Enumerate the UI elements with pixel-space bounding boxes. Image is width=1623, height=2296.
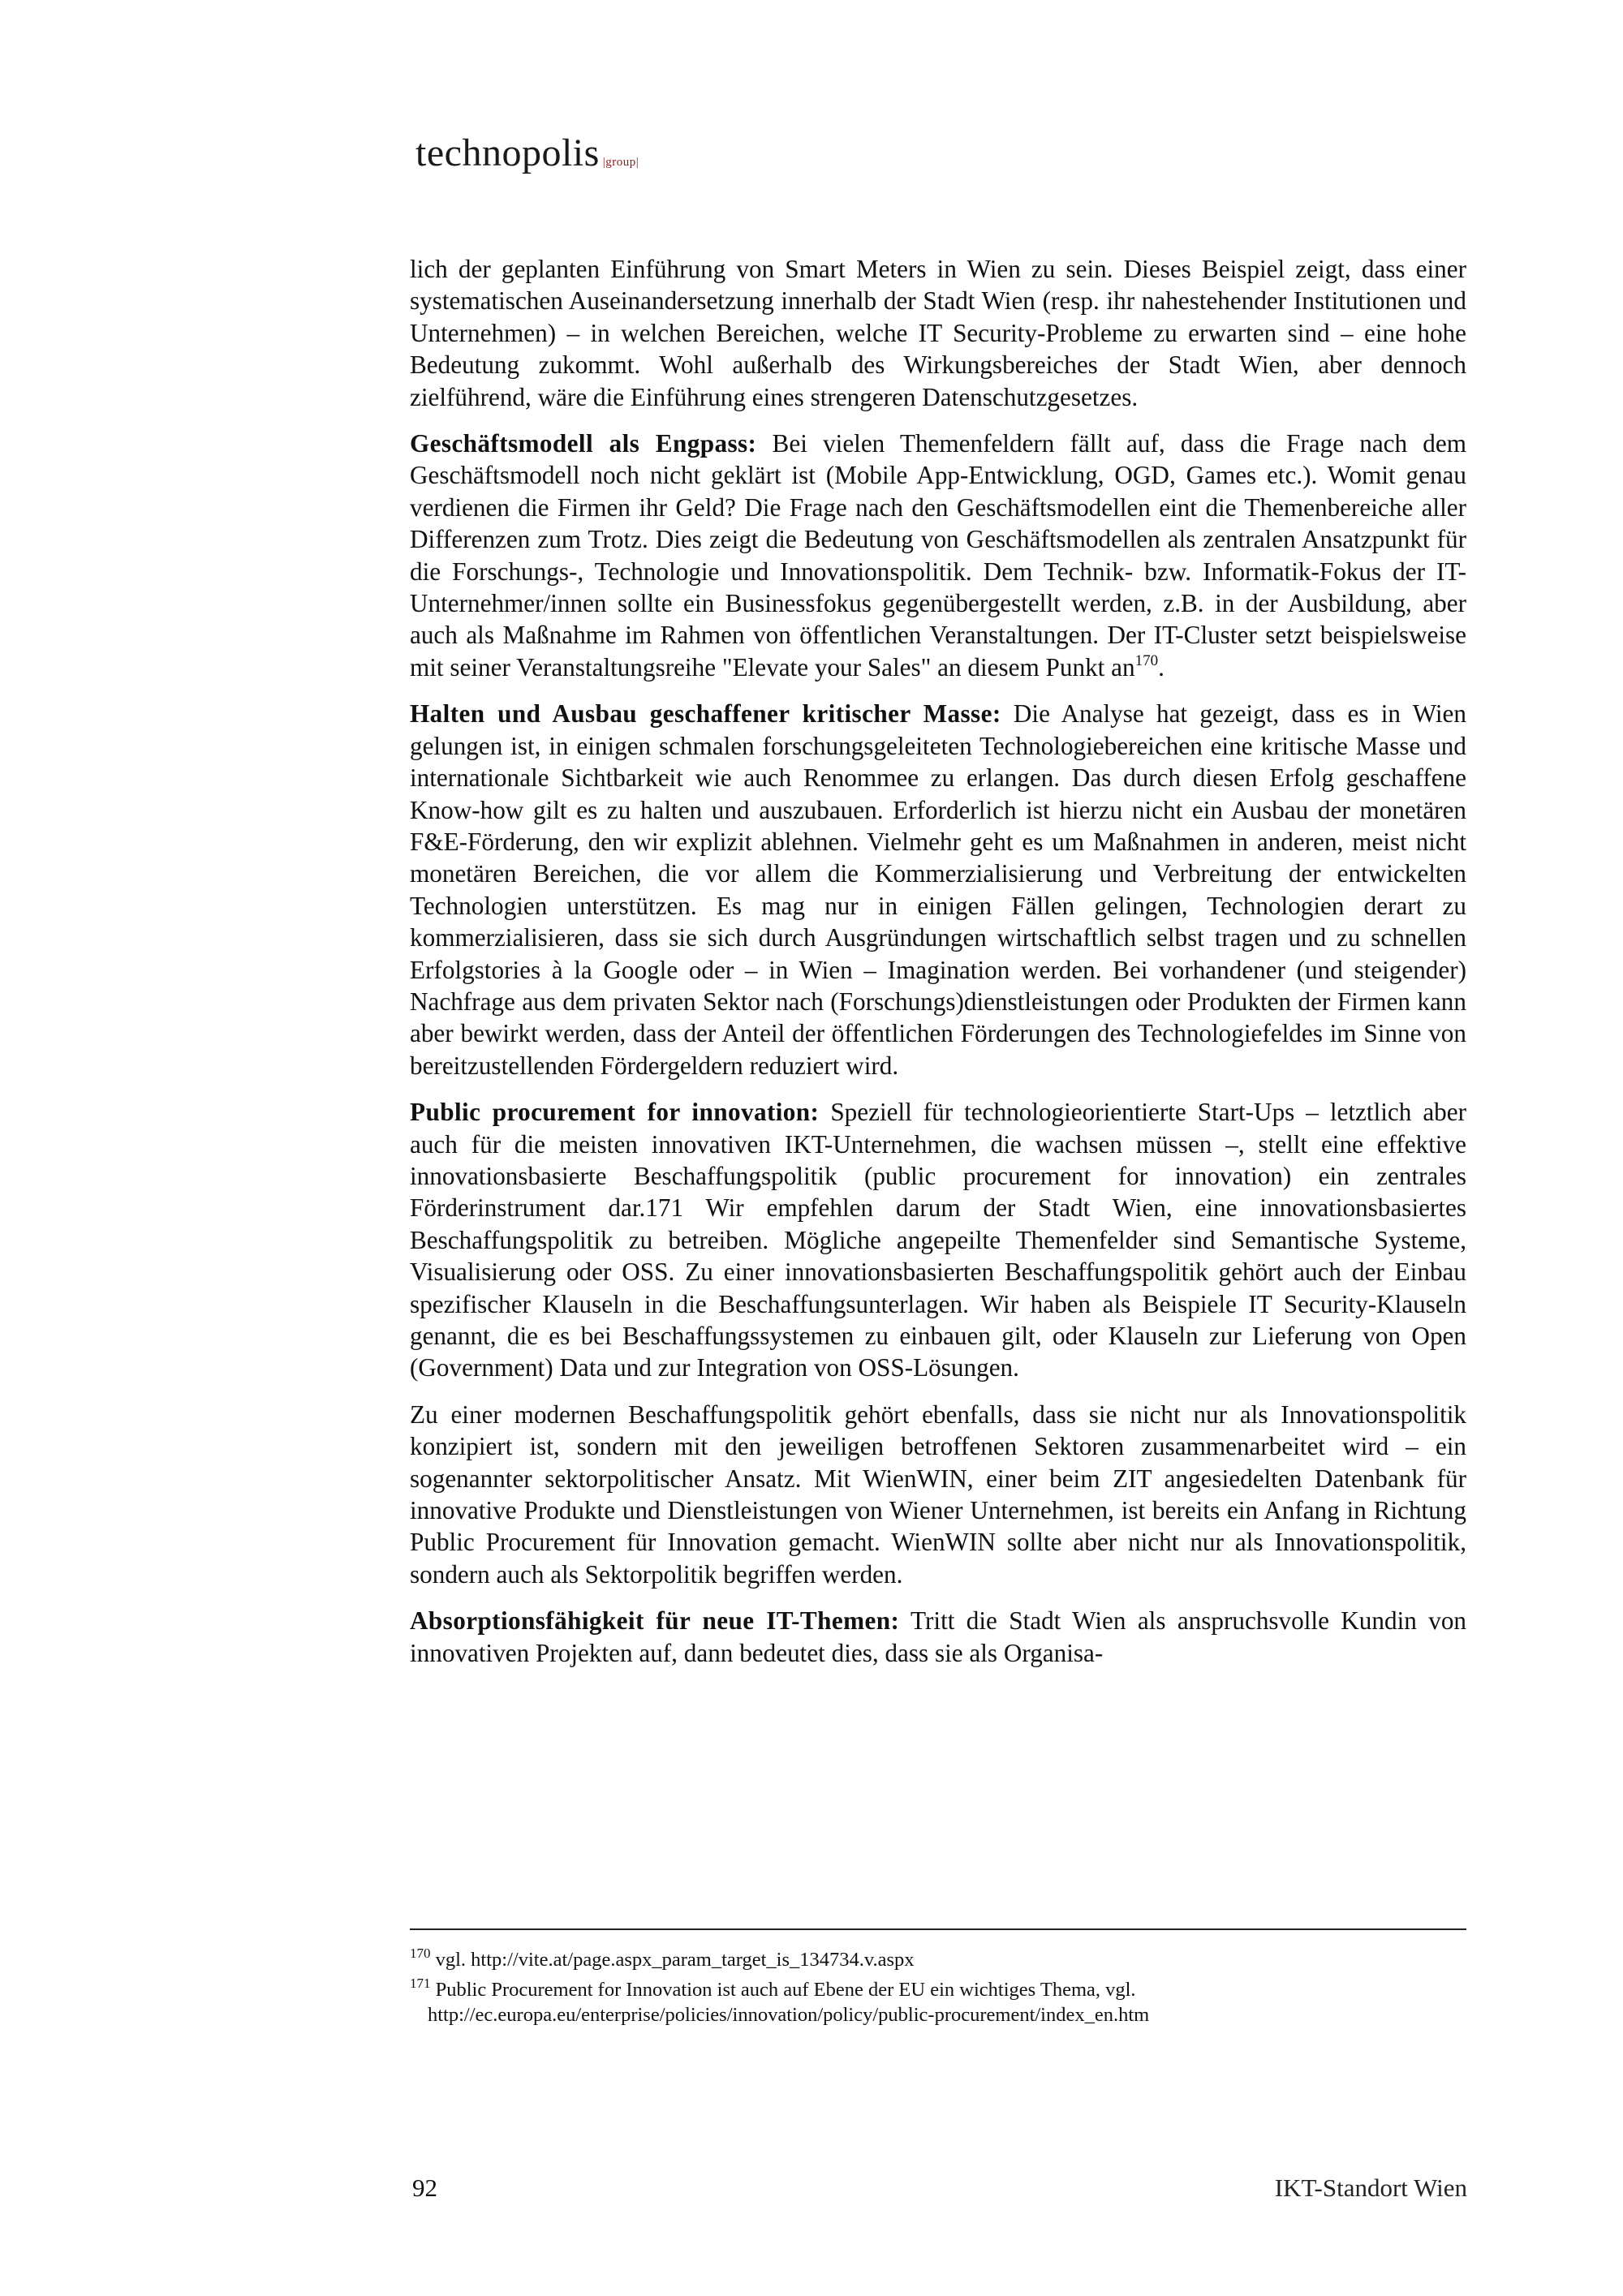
footnote-171	[410, 1977, 1466, 2027]
paragraph-heading: Geschäftsmodell als Engpass:	[410, 429, 757, 458]
running-footer-title: IKT-Standort Wien	[1274, 2173, 1467, 2202]
paragraph-text: Speziell für technologieorientierte Start-Ups – letztlich aber auch für die meisten innovativen IKT-Unternehmen, die wachsen müssen –, stellt eine effektive innovationsbasierte Beschaffungspolitik (public procurement for innovation) ein zentrales Förderinstrument dar.171 Wir empfehlen darum der Stadt Wien, eine innovationsbasiertes Beschaffungspolitik zu betreiben. Mögliche angepeilte Themenfelder sind Semantische Systeme, Visualisierung oder OSS. Zu einer innovationsbasierten Beschaffungspolitik gehört auch der Einbau spezifischer Klauseln in die Beschaffungsunterlagen. Wir haben als Beispiele IT Security-Klauseln genannt, die es bei Beschaffungssystemen zu einbauen gilt, oder Klauseln zur Lieferung von Open (Government) Data und zur Integration von OSS-Lösungen.	[410, 1098, 1466, 1382]
footnote-text: Public Procurement for Innovation ist auch auf Ebene der EU ein wichtiges Thema, vgl. http://ec.europa.eu/enterprise/policies/innovation/policy/public-procurement/index_en.htm	[428, 1979, 1150, 2026]
page-number: 92	[412, 2173, 437, 2202]
paragraph-text: lich der geplanten Einführung von Smart Meters in Wien zu sein. Dieses Beispiel zeigt, dass einer systematischen Auseinandersetzung innerhalb der Stadt Wien (resp. ihr nahestehender Institutionen und Unternehmen) – in welchen Bereichen, welche IT Security-Probleme zu erwarten sind – eine hohe Bedeutung zukommt. Wohl außerhalb des Wirkungsbereiches der Stadt Wien, aber dennoch zielführend, wäre die Einführung eines strengeren Datenschutzgesetzes.	[410, 255, 1466, 411]
technopolis-logo	[415, 131, 639, 174]
logo-group-suffix: |group|	[602, 156, 639, 169]
paragraph-tail: .	[1158, 652, 1165, 681]
footnote-number: 170	[410, 1946, 431, 1961]
paragraph-text: Bei vielen Themenfeldern fällt auf, dass die Frage nach dem Geschäftsmodell noch nicht geklärt ist (Mobile App-Entwicklung, OGD, Games etc.). Womit genau verdienen die Firmen ihr Geld? Die Frage nach den Geschäftsmodellen eint die Themenbereiche aller Differenzen zum Trotz. Dies zeigt die Bedeutung von Geschäftsmodellen als zentralen Ansatzpunkt für die Forschungs-, Technologie und Innovationspolitik. Dem Technik- bzw. Informatik-Fokus der IT-Unternehmer/innen sollte ein Businessfokus gegenübergestellt werden, z.B. in der Ausbildung, aber auch als Maßnahme im Rahmen von öffentlichen Veranstaltungen. Der IT-Cluster setzt beispielsweise mit seiner Veranstaltungsreihe "Elevate your Sales" an diesem Punkt an	[410, 429, 1467, 681]
paragraph-public-procurement	[410, 1096, 1466, 1384]
footnote-170	[410, 1947, 1466, 1972]
paragraph-heading: Public procurement for innovation:	[410, 1098, 820, 1127]
footnote-divider	[410, 1928, 1466, 1930]
paragraph-smart-meters	[410, 253, 1466, 413]
paragraph-absorptionsfaehigkeit	[410, 1605, 1466, 1669]
footnote-number: 171	[410, 1976, 431, 1991]
footnote-text: vgl. http://vite.at/page.aspx_param_target_is_134734.v.aspx	[430, 1949, 915, 1971]
footnote-ref-170: 170	[1134, 651, 1159, 669]
paragraph-text: Zu einer modernen Beschaffungspolitik gehört ebenfalls, dass sie nicht nur als Innovationspolitik konzipiert ist, sondern mit den jeweiligen betroffenen Sektoren zusammenarbeitet wird – ein sogenannter sektorpolitischer Ansatz. Mit WienWIN, einer beim ZIT angesiedelten Datenbank für innovative Produkte und Dienstleistungen von Wiener Unternehmen, ist bereits ein Anfang in Richtung Public Procurement für Innovation gemacht. WienWIN sollte aber nicht nur als Innovationspolitik, sondern auch als Sektorpolitik begriffen werden.	[410, 1400, 1466, 1589]
paragraph-kritische-masse	[410, 698, 1466, 1081]
paragraph-geschaeftsmodell	[410, 428, 1466, 683]
paragraph-beschaffungspolitik	[410, 1399, 1466, 1590]
body-text	[410, 253, 1466, 1683]
footnotes	[410, 1947, 1466, 2032]
paragraph-text: Tritt die Stadt Wien als anspruchsvolle Kundin von innovativen Projekten auf, dann bedeutet dies, dass sie als Organisa-	[410, 1606, 1467, 1667]
paragraph-heading: Absorptionsfähigkeit für neue IT-Themen:	[410, 1606, 900, 1636]
paragraph-text: Die Analyse hat gezeigt, dass es in Wien gelungen ist, in einigen schmalen forschungsgeleiteten Technologiebereichen eine kritische Masse und internationale Sichtbarkeit wie auch Renommee zu erlangen. Das durch diesen Erfolg geschaffene Know-how gilt es zu halten und auszubauen. Erforderlich ist hierzu nicht ein Ausbau der monetären F&E-Förderung, den wir explizit ablehnen. Vielmehr geht es um Maßnahmen in anderen, meist nicht monetären Bereichen, die vor allem die Kommerzialisierung und Verbreitung der entwickelten Technologien unterstützen. Es mag nur in einigen Fällen gelingen, Technologien derart zu kommerzialisieren, dass sie sich durch Ausgründungen wirtschaftlich selbst tragen und zu schnellen Erfolgstories à la Google oder – in Wien – Imagination werden. Bei vorhandener (und steigender) Nachfrage aus dem privaten Sektor nach (Forschungs)dienstleistungen oder Produkten der Firmen kann aber bewirkt werden, dass der Anteil der öffentlichen Förderungen des Technologiefeldes im Sinne von bereitzustellenden Fördergeldern reduziert wird.	[410, 699, 1466, 1080]
paragraph-heading: Halten und Ausbau geschaffener kritischer Masse:	[410, 699, 1001, 729]
logo-wordmark: technopolis	[415, 131, 600, 174]
